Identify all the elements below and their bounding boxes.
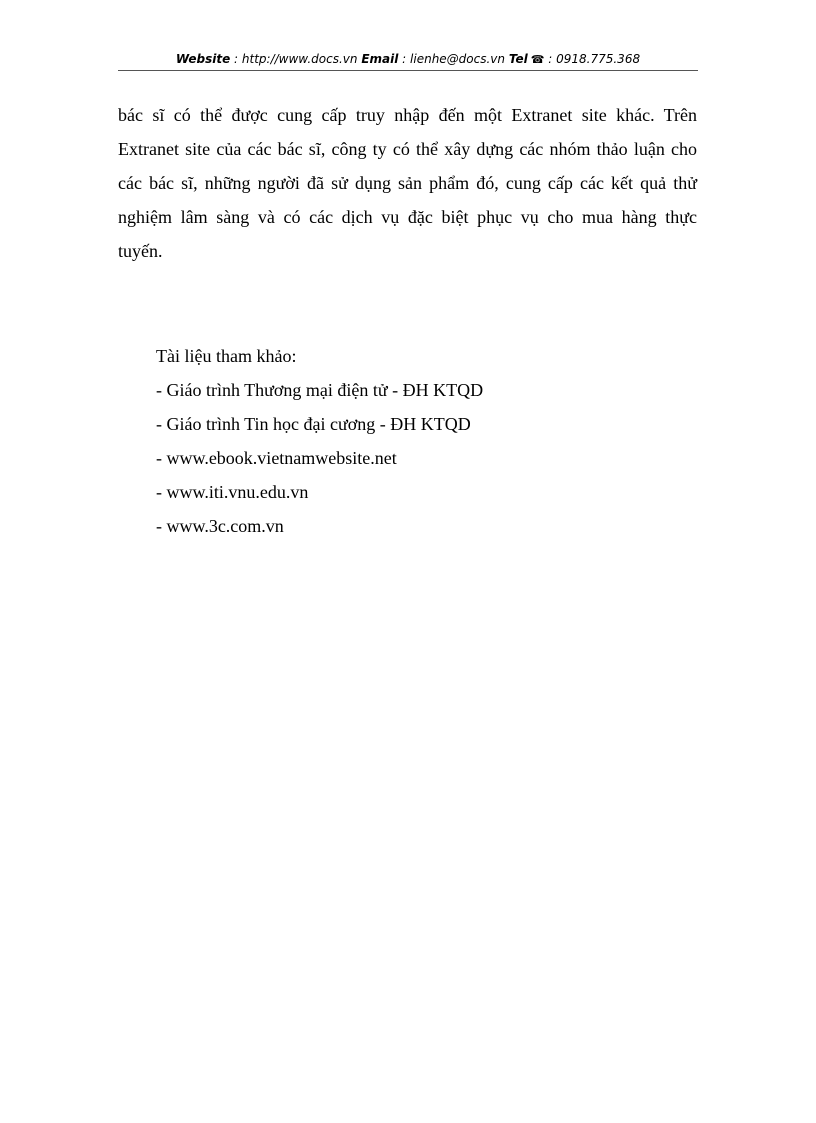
email-separator: : bbox=[398, 52, 411, 66]
paragraph-line: bác sĩ có thể được cung cấp truy nhập đến một Extranet site khác. Trên bbox=[118, 105, 697, 125]
email-value[interactable]: lienhe@docs.vn bbox=[410, 52, 506, 66]
tel-separator: : bbox=[544, 52, 557, 66]
tel-label: Tel bbox=[508, 52, 528, 66]
paragraph-line: Extranet site của các bác sĩ, công ty có thể xây dựng các nhóm thảo luận cho bbox=[118, 139, 697, 159]
references-list bbox=[156, 339, 483, 543]
paragraph-line: các bác sĩ, những người đã sử dụng sản phẩm đó, cung cấp các kết quả thử bbox=[118, 173, 697, 193]
website-label: Website bbox=[175, 52, 231, 66]
website-separator: : bbox=[230, 52, 242, 66]
paragraph-line: nghiệm lâm sàng và có các dịch vụ đặc biệt phục vụ cho mua hàng thực bbox=[118, 207, 697, 227]
website-url[interactable]: http://www.docs.vn bbox=[241, 52, 358, 66]
email-label: Email bbox=[361, 52, 399, 66]
phone-icon: ☎ bbox=[530, 53, 545, 66]
page-header bbox=[118, 48, 698, 70]
reference-item: - Giáo trình Thương mại điện tử - ĐH KTQD bbox=[156, 380, 484, 400]
reference-item: - Giáo trình Tin học đại cương - ĐH KTQD bbox=[156, 414, 471, 434]
paragraph-line: tuyến. bbox=[118, 241, 163, 261]
tel-value: 0918.775.368 bbox=[556, 52, 641, 66]
reference-item: - www.iti.vnu.edu.vn bbox=[156, 482, 309, 502]
reference-item: - www.3c.com.vn bbox=[156, 516, 284, 536]
header-divider bbox=[118, 70, 698, 71]
references-title: Tài liệu tham khảo: bbox=[156, 346, 297, 366]
body-paragraph bbox=[118, 98, 697, 268]
reference-item: - www.ebook.vietnamwebsite.net bbox=[156, 448, 397, 468]
